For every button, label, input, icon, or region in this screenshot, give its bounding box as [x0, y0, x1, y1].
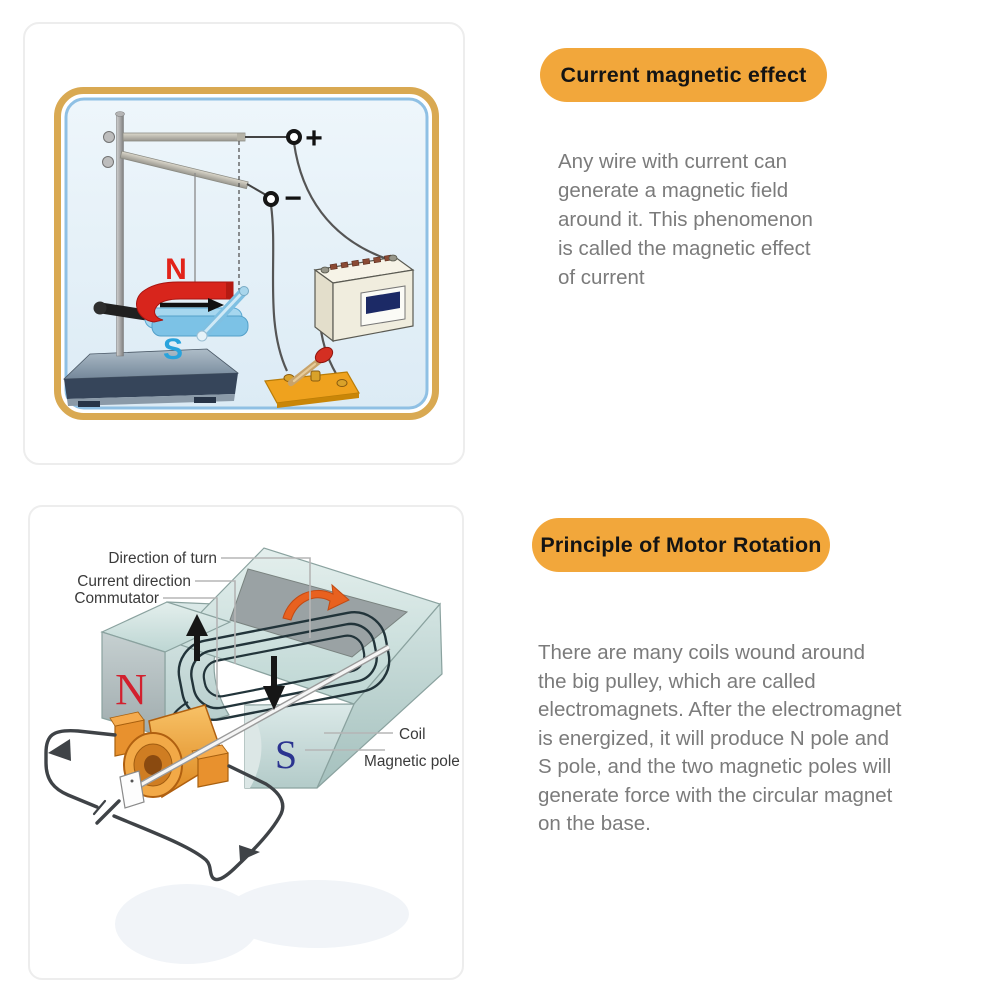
minus-terminal	[265, 193, 277, 205]
battery	[315, 255, 413, 341]
label-coil: Coil	[399, 726, 426, 743]
label-current-direction: Current direction	[77, 573, 191, 590]
stand-foot	[194, 397, 216, 403]
south-pole-label: S	[162, 333, 184, 366]
stand-foot	[78, 401, 100, 407]
circuit-wire-left	[46, 731, 115, 807]
label-commutator: Commutator	[74, 590, 159, 607]
badge-current-magnetic-effect: Current magnetic effect	[540, 48, 827, 102]
switch-knob	[337, 380, 347, 387]
label-magnetic-pole: Magnetic pole	[364, 753, 460, 770]
battery-terminal	[389, 255, 397, 261]
motor-figure	[30, 507, 462, 978]
stand-pole	[117, 114, 124, 356]
plus-terminal	[288, 131, 300, 143]
battery-terminal	[321, 267, 329, 273]
paragraph-current-magnetic-effect: Any wire with current can generate a magnetic field around it. This phenomenon is called the magnetic effect of current	[558, 150, 813, 289]
stand-arm-top	[123, 133, 245, 141]
motor-card	[28, 505, 464, 980]
clamp-knob	[104, 132, 115, 143]
magnet-north-end	[226, 282, 233, 299]
clamp-bolt	[94, 302, 107, 315]
north-pole-label: N	[115, 665, 147, 714]
minus-sign: −	[284, 182, 302, 215]
paragraph-motor-rotation: There are many coils wound around the big pulley, which are called electromagnets. After the electromagnet is energized, it will produce N pole and S pole, and the two magnetic poles will generate force with the circular magnet on the base.	[538, 641, 902, 835]
experiment-card	[23, 22, 465, 465]
stand-pole-cap	[116, 112, 125, 117]
switch-hinge	[311, 371, 320, 381]
badge-motor-rotation: Principle of Motor Rotation	[532, 518, 830, 572]
floor-shadow	[115, 880, 409, 964]
stand-arm-tip	[237, 134, 245, 141]
experiment-figure	[25, 24, 463, 463]
rod-end-cap	[240, 287, 249, 296]
battery-symbol-long	[97, 801, 119, 823]
plus-sign: +	[305, 122, 323, 155]
south-pole-label: S	[274, 732, 298, 777]
north-pole-label: N	[165, 253, 187, 286]
rod-end-cap	[197, 331, 207, 341]
brush-card-dot	[131, 780, 134, 783]
brush-card	[120, 771, 144, 808]
label-direction-of-turn: Direction of turn	[108, 550, 217, 567]
clamp-knob	[103, 157, 114, 168]
current-arrow-left	[48, 739, 71, 761]
